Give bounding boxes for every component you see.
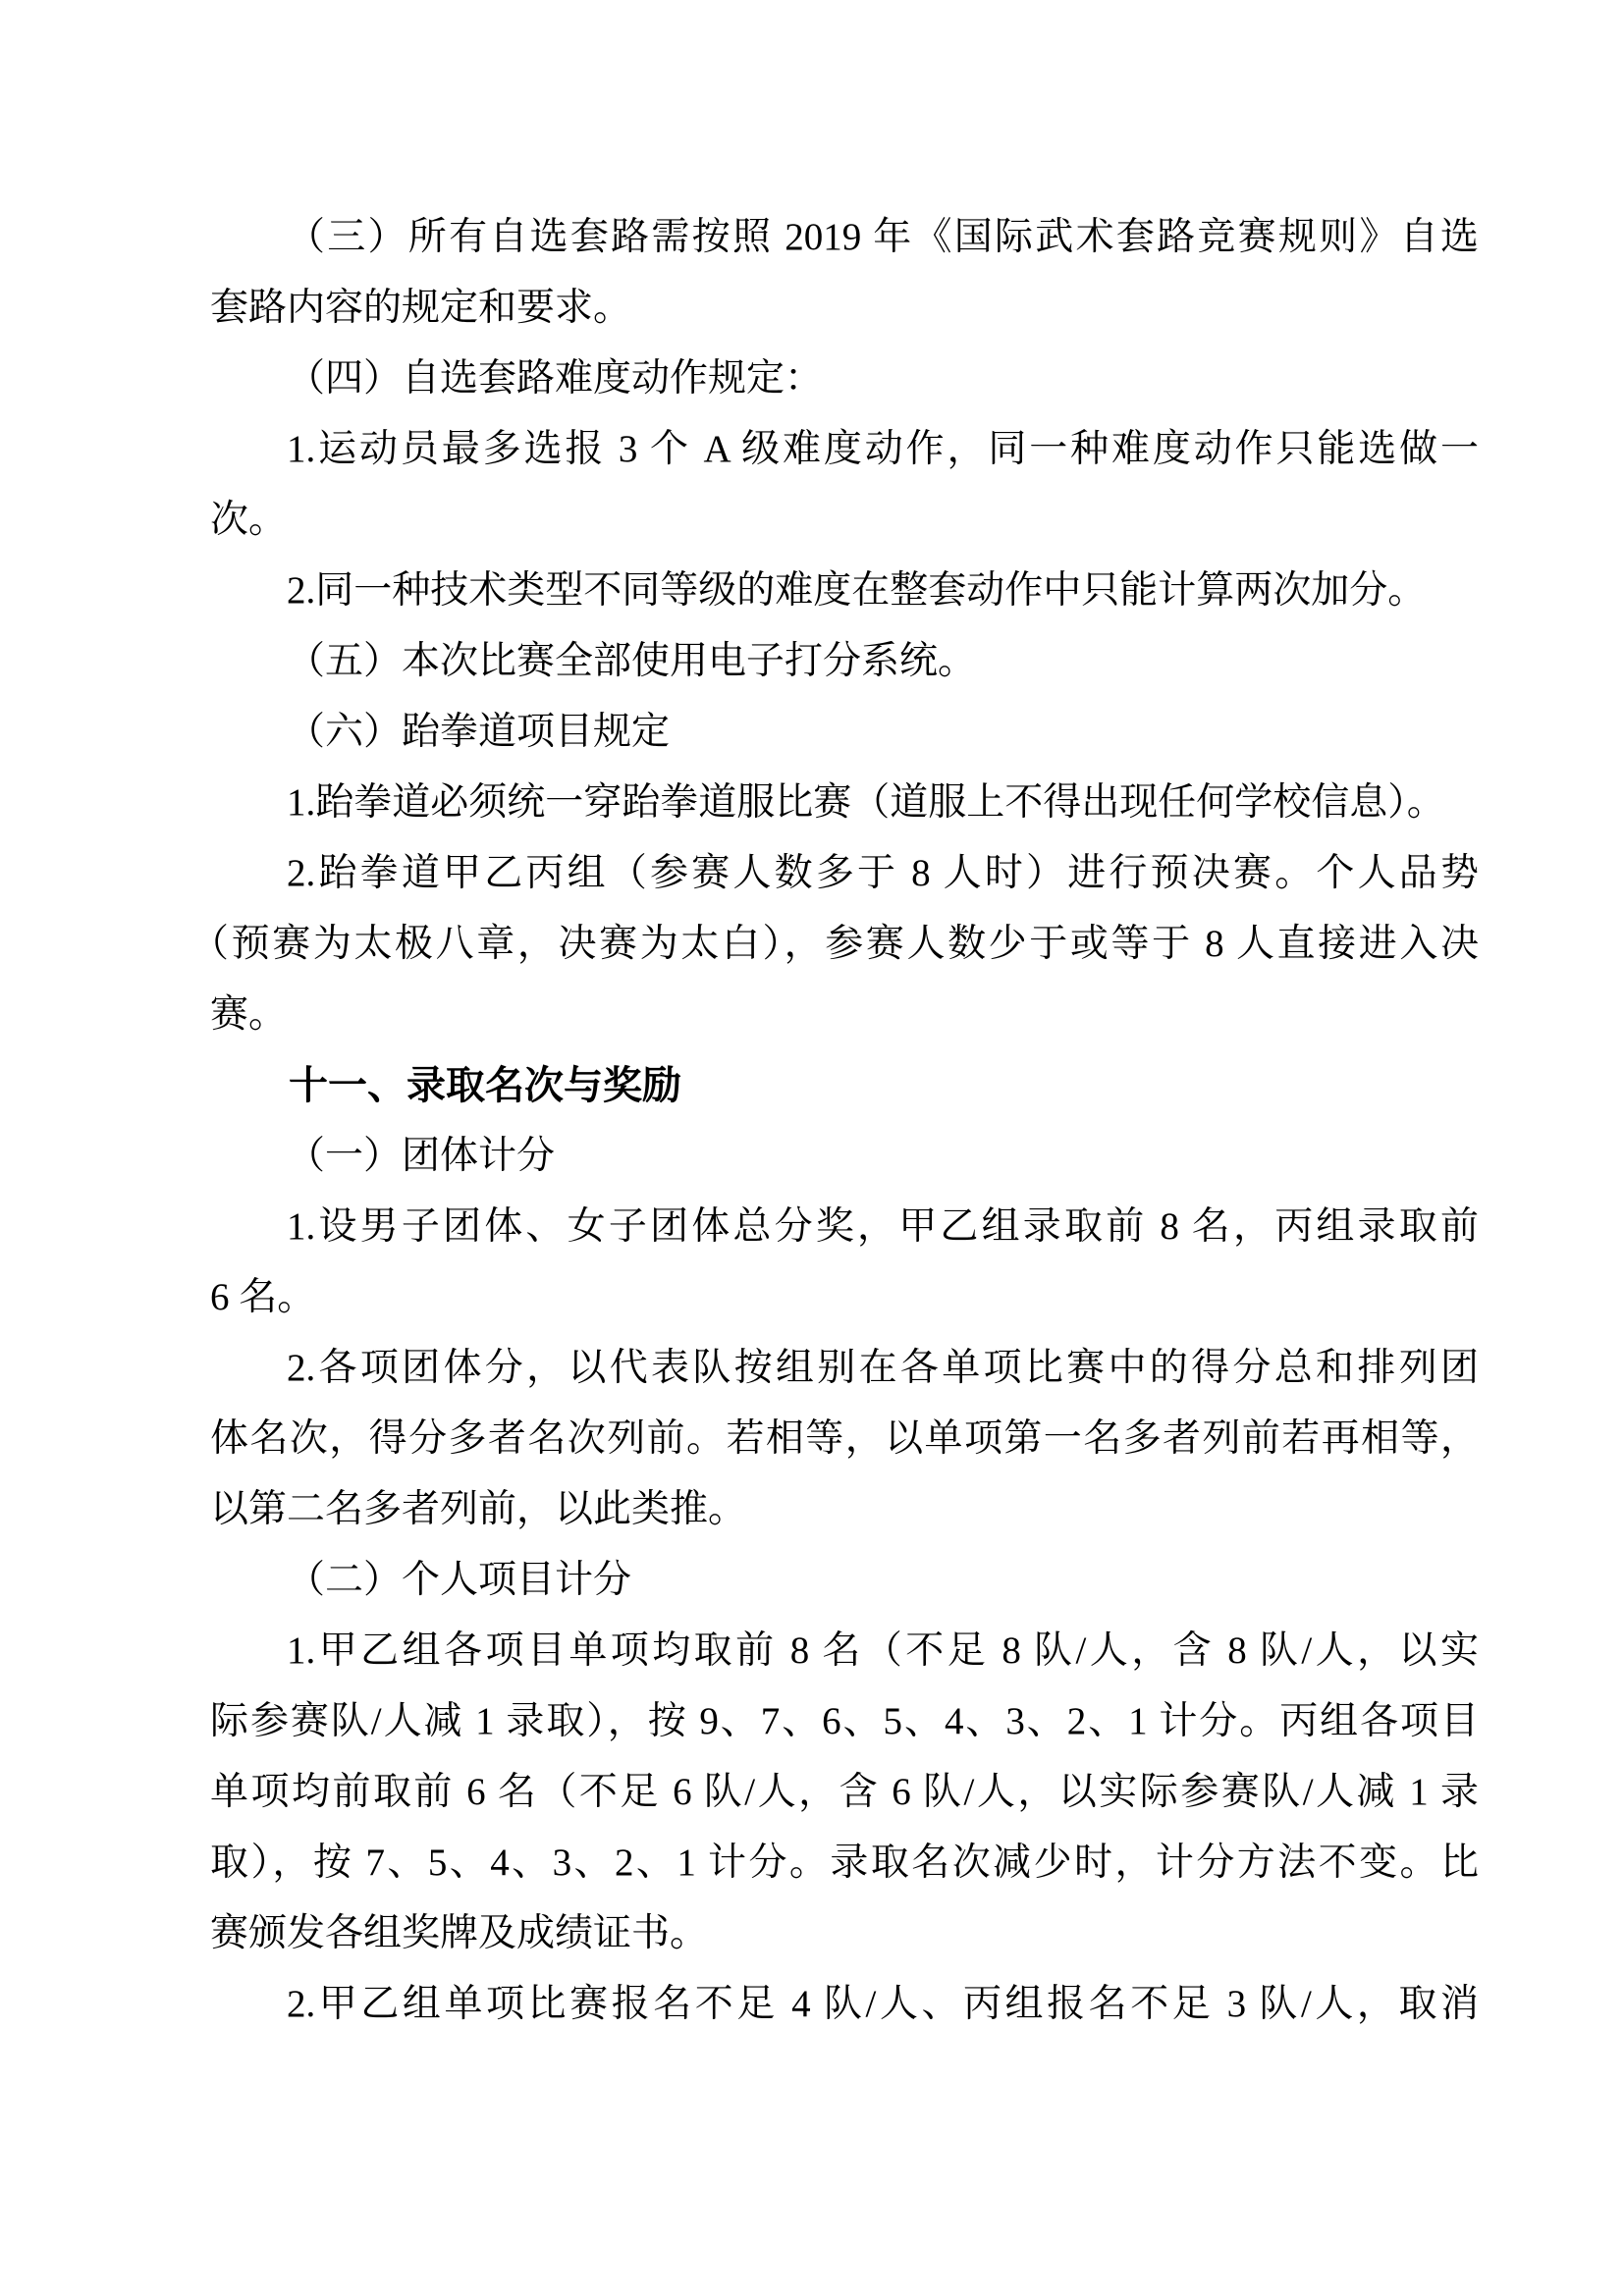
text-line: 取），按 7、5、4、3、2、1 计分。录取名次减少时，计分方法不变。比 [210,1842,1479,1884]
text-line: （四）自选套路难度动作规定： [287,357,824,400]
text-line: （五）本次比赛全部使用电子打分系统。 [287,640,977,682]
text-line: 次。 [210,499,288,541]
text-line: 1.甲乙组各项目单项均取前 8 名（不足 8 队/人，含 8 队/人，以实 [287,1629,1479,1672]
text-line: （六）跆拳道项目规定 [287,711,671,753]
text-line: 单项均前取前 6 名（不足 6 队/人，含 6 队/人，以实际参赛队/人减 1 录 [210,1771,1479,1813]
text-line: 1.设男子团体、女子团体总分奖，甲乙组录取前 8 名，丙组录取前 [287,1205,1479,1248]
text-line: 以第二名多者列前，以此类推。 [210,1488,747,1530]
text-line: （预赛为太极八章，决赛为太白），参赛人数少于或等于 8 人直接进入决 [190,923,1479,965]
document-body [190,202,1479,2040]
text-line: 6 名。 [210,1276,316,1318]
text-line: 2.各项团体分，以代表队按组别在各单项比赛中的得分总和排列团 [287,1347,1479,1389]
text-line: 2.跆拳道甲乙丙组（参赛人数多于 8 人时）进行预决赛。个人品势 [287,852,1479,894]
section-heading: 十一、录取名次与奖励 [289,1064,681,1107]
text-line: （二）个人项目计分 [287,1559,632,1601]
text-line: 1.运动员最多选报 3 个 A 级难度动作，同一种难度动作只能选做一 [287,428,1479,470]
text-line: 际参赛队/人减 1 录取），按 9、7、6、5、4、3、2、1 计分。丙组各项目 [210,1700,1479,1742]
text-line: 赛。 [210,993,288,1036]
text-line: 套路内容的规定和要求。 [210,287,632,329]
text-line: 体名次，得分多者名次列前。若相等，以单项第一名多者列前若再相等， [210,1417,1479,1460]
text-line: （三）所有自选套路需按照 2019 年《国际武术套路竞赛规则》自选 [287,216,1479,258]
text-line: 2.同一种技术类型不同等级的难度在整套动作中只能计算两次加分。 [287,569,1427,612]
text-line: 赛颁发各组奖牌及成绩证书。 [210,1912,709,1954]
text-line: （一）团体计分 [287,1135,556,1177]
text-line: 1.跆拳道必须统一穿跆拳道服比赛（道服上不得出现任何学校信息）。 [287,781,1445,824]
text-line: 2.甲乙组单项比赛报名不足 4 队/人、丙组报名不足 3 队/人，取消 [287,1983,1479,2025]
